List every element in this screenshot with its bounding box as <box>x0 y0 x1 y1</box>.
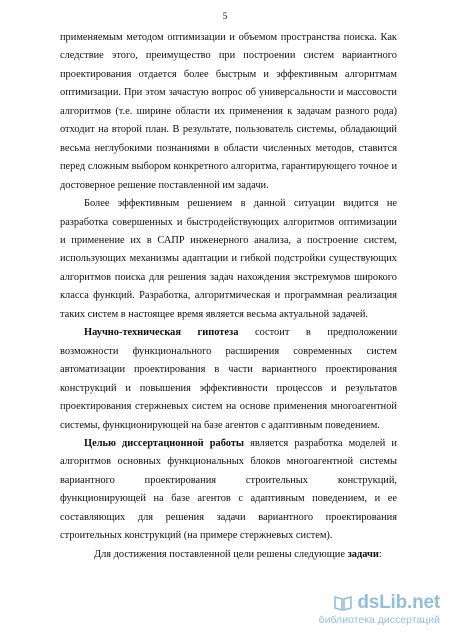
text-segment: является разработка моделей и алгоритмов основных функциональных блоков многоагентной системы вариантного проектирования строительных конструкций, функционирующей на базе агентов с адаптивным поведением, и ее составляющих для решения задачи вариантного проектирования строительных конструкций (на примере стержневых систем). <box>60 437 397 542</box>
paragraph-2 <box>60 195 397 324</box>
watermark-subtitle: библиотека диссертаций <box>318 614 440 626</box>
text-segment: Для достижения поставленной цели решены следующие <box>94 548 348 560</box>
text-segment: применяемым методом оптимизации и объемом пространства поиска. Как следствие этого, преимущество при построении систем вариантного проектирования отдается более быстрым и эффективным алгоритмам оптимизации. При этом зачастую вопрос об универсальности и массовости алгоритмов (т.е. ширине области их применения к задачам разного рода) отходит на второй план. В результате, пользователь системы, обладающий весьма неглубокими познаниями в области численных методов, ставится перед сложным выбором конкретного алгоритма, гарантирующего точное и достоверное решение поставленной им задачи. <box>60 32 397 191</box>
paragraph-hypothesis <box>60 324 397 435</box>
goal-heading: Целью диссертационной работы <box>84 437 245 449</box>
dslib-watermark[interactable] <box>280 593 440 626</box>
text-segment: состоит в предположении возможности функционального расширения современных систем автоматизации проектирования в части вариантного проектирования конструкций и повышения эффективности процессов и результатов проектирования стержневых систем на основе применения многоагентной системы, функционирующей на базе агентов с адаптивным поведением. <box>60 327 398 431</box>
text-segment: Более эффективным решением в данной ситуации видится не разработка совершенных и быстродействующих алгоритмов оптимизации и применение их в САПР инженерного анализа, а построение систем, использующих механизмы адаптации и гибкой подстройки существующих алгоритмов поиска для решения задач нахождения экстремумов широкого класса функций. Разработка, алгоритмическая и программная реализация таких систем в настоящее время является весьма актуальной задачей. <box>60 198 397 320</box>
document-body <box>60 29 397 564</box>
watermark-name: dsLib.net <box>357 592 440 613</box>
text-segment: : <box>378 548 382 560</box>
book-icon <box>333 593 353 613</box>
hypothesis-heading: Научно-техническая гипотеза <box>84 327 239 339</box>
tasks-keyword: задачи <box>347 548 379 560</box>
watermark-logo <box>280 593 440 613</box>
paragraph-tasks-intro <box>60 546 397 564</box>
paragraph-goal <box>60 435 397 546</box>
paragraph-1 <box>60 29 397 195</box>
page-number: 5 <box>222 12 228 22</box>
